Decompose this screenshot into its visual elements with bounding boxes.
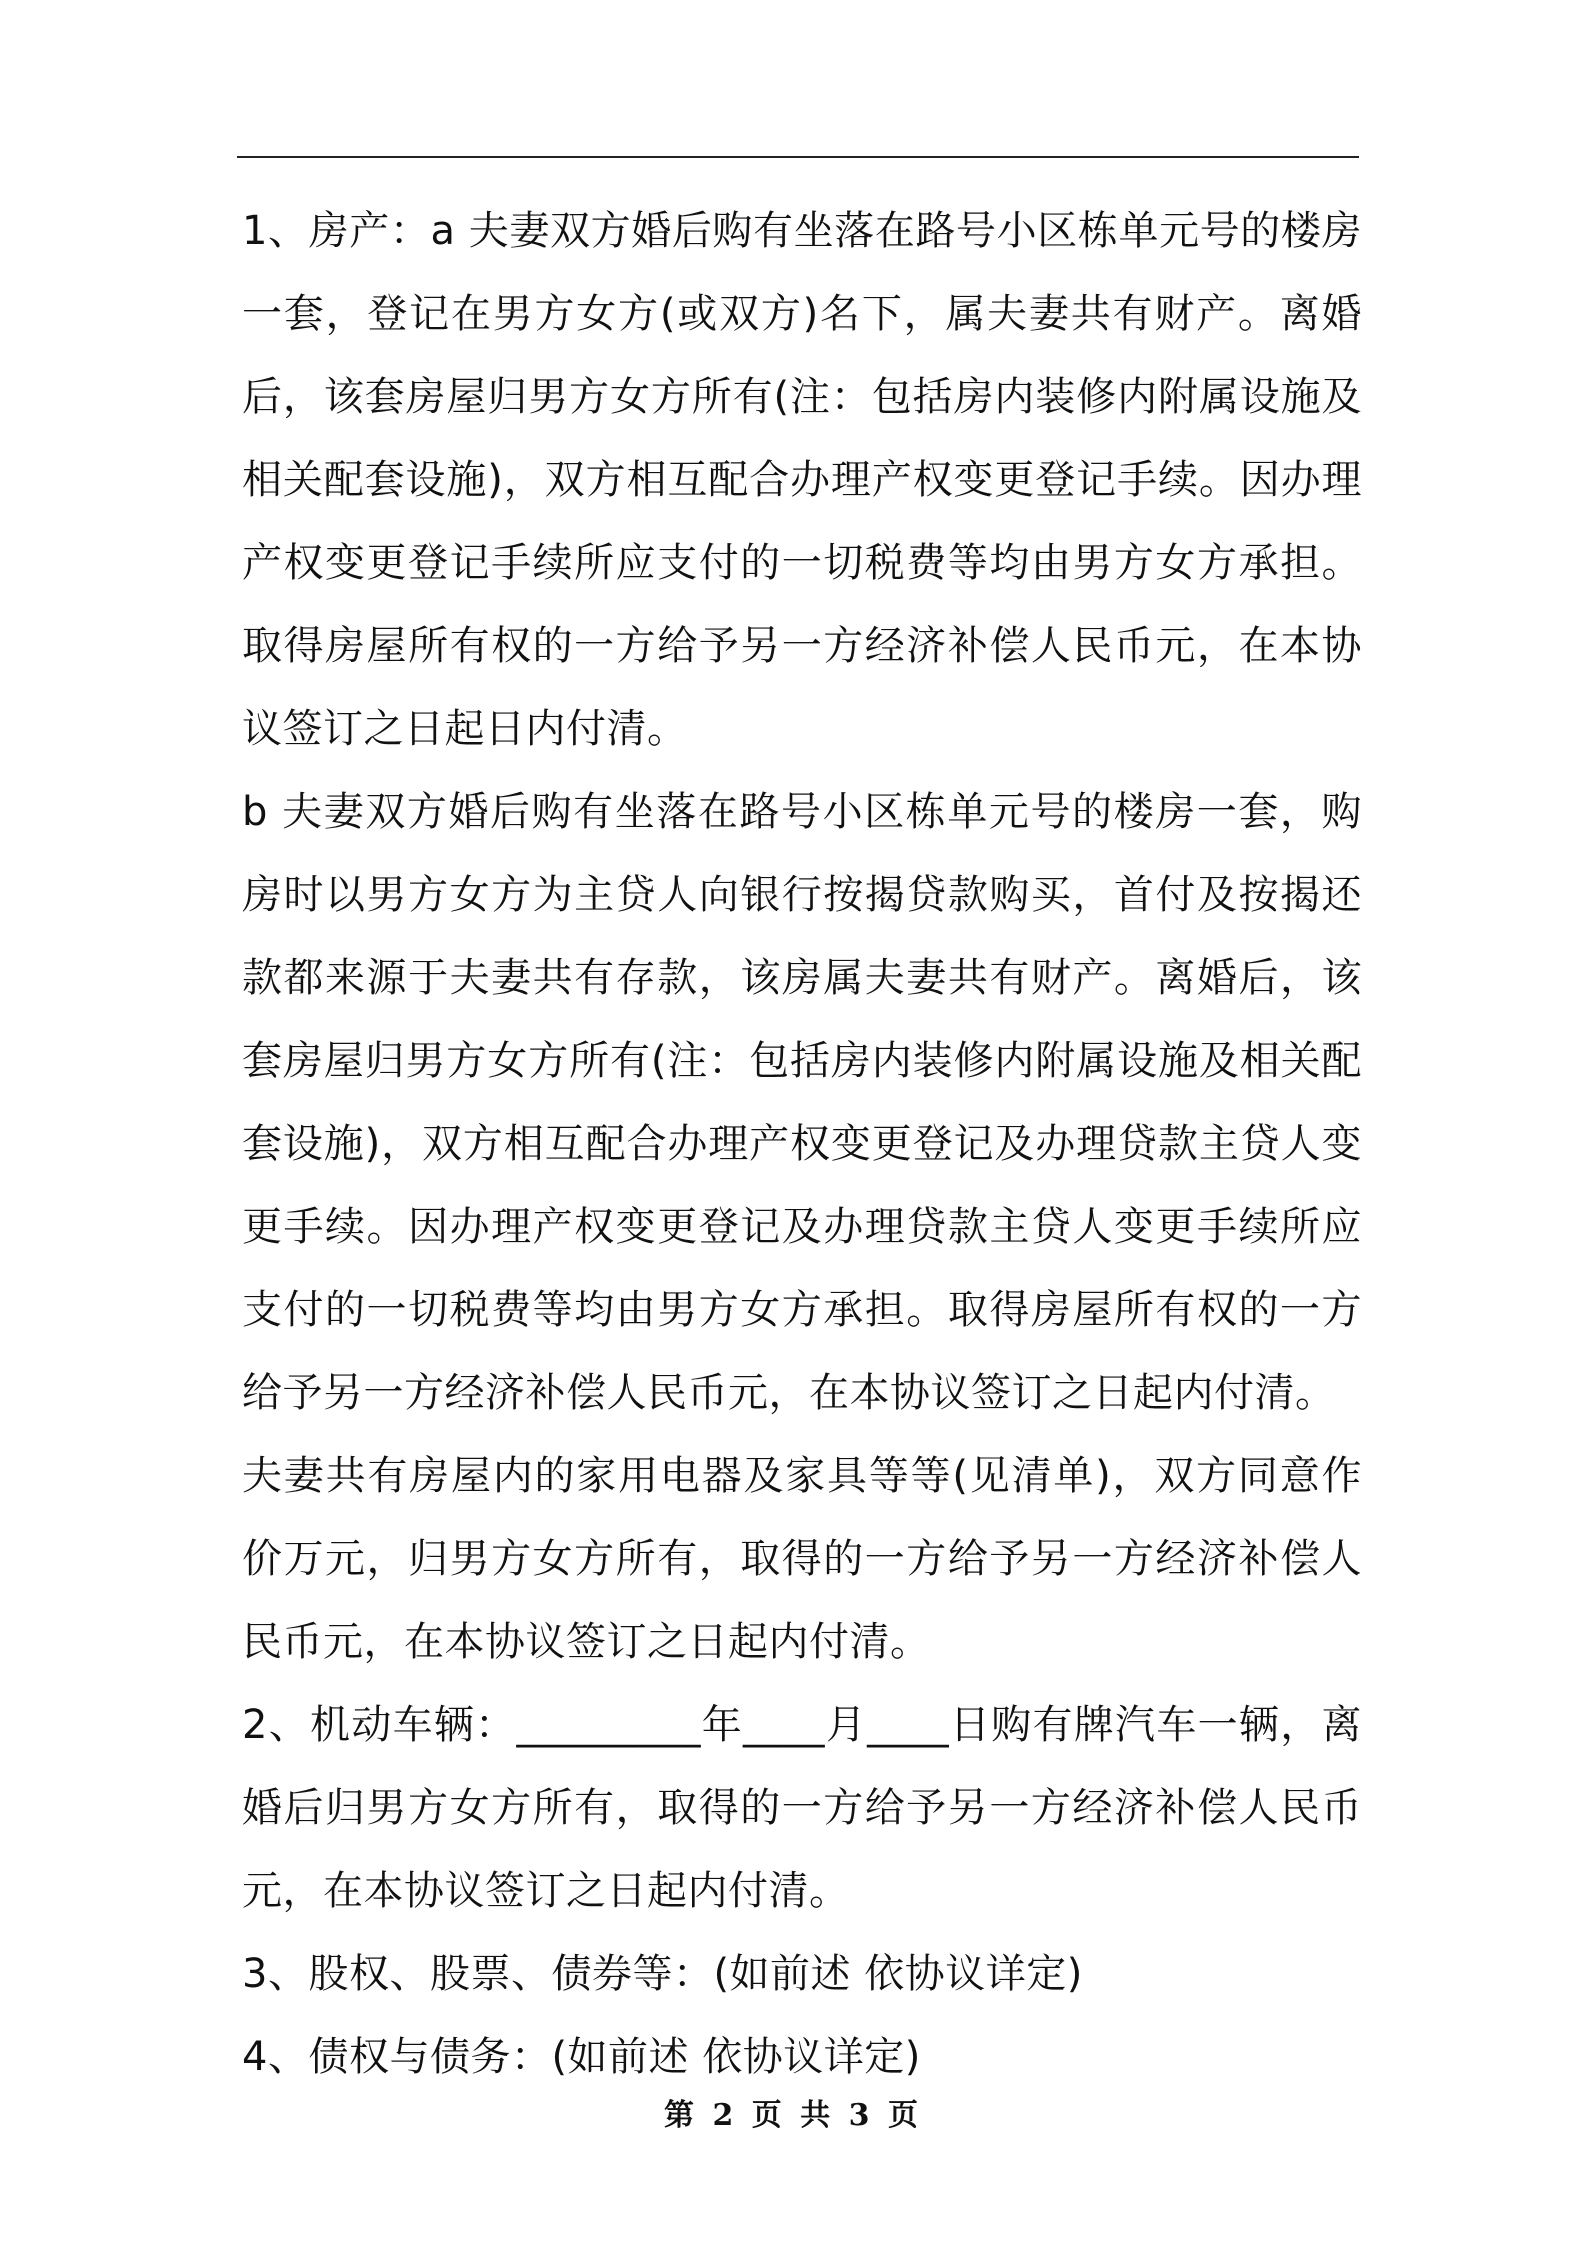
paragraph-property-b: b 夫妻双方婚后购有坐落在路号小区栋单元号的楼房一套，购房时以男方女方为主贷人向银行按揭贷款购买，首付及按揭还款都来源于夫妻共有存款，该房属夫妻共有财产。离婚后，该套房屋归男方女方所有(注：包括房内装修内附属设施及相关配套设施)，双方相互配合办理产权变更登记及办理贷款主贷人变更手续。因办理产权变更登记及办理贷款主贷人变更手续所应支付的一切税费等均由男方女方承担。取得房屋所有权的一方给予另一方经济补偿人民币元，在本协议签订之日起内付清。 — [242, 789, 1362, 1416]
page-number: 第 2 页 共 3 页 — [664, 2098, 922, 2133]
paragraph-vehicle: 2、机动车辆：_________年____月____日购有牌汽车一辆，离婚后归男方女方所有，取得的一方给予另一方经济补偿人民币元，在本协议签订之日起内付清。 — [242, 1702, 1362, 1914]
paragraph-debts: 4、债权与债务：(如前述 依协议详定) — [242, 2034, 921, 2080]
paragraph-property-a: 1、房产：a 夫妻双方婚后购有坐落在路号小区栋单元号的楼房一套，登记在男方女方(或双方)名下，属夫妻共有财产。离婚后，该套房屋归男方女方所有(注：包括房内装修内附属设施及相关配套设施)，双方相互配合办理产权变更登记手续。因办理产权变更登记手续所应支付的一切税费等均由男方女方承担。取得房屋所有权的一方给予另一方经济补偿人民币元，在本协议签订之日起日内付清。 — [242, 208, 1362, 752]
paragraph-equity: 3、股权、股票、债券等：(如前述 依协议详定) — [242, 1951, 1083, 1997]
document-body — [242, 190, 1362, 2099]
paragraph-household-items: 夫妻共有房屋内的家用电器及家具等等(见清单)，双方同意作价万元，归男方女方所有，取得的一方给予另一方经济补偿人民币元，在本协议签订之日起内付清。 — [242, 1453, 1362, 1665]
header-rule — [237, 156, 1359, 158]
